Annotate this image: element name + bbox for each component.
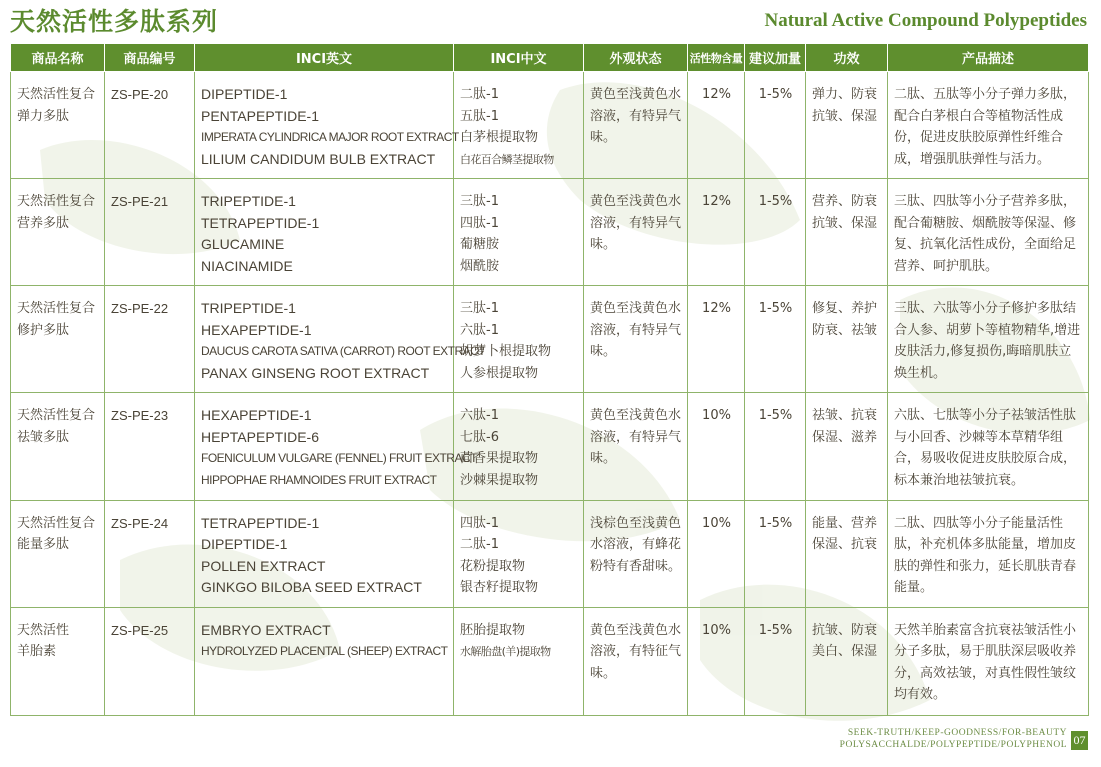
cell-active: 12%	[688, 72, 745, 179]
cell-description: 六肽、七肽等小分子祛皱活性肽与小回香、沙棘等本草精华组合，易吸收促进皮肤胶原合成，标本兼治地祛皱抗衰。	[888, 393, 1089, 500]
cell-name	[11, 500, 105, 607]
page-number: 07	[1071, 731, 1088, 750]
inci-en-line: DIPEPTIDE-1	[201, 536, 288, 553]
cell-inci-cn	[454, 72, 584, 179]
cell-description: 三肽、六肽等小分子修护多肽结合人参、胡萝卜等植物精华,增进皮肤活力,修复损伤,晦暗肌肤立焕生机。	[888, 286, 1089, 393]
cell-description: 二肽、四肽等小分子能量活性肽，补充机体多肽能量，增加皮肤的弹性和张力，延长肌肤青春能量。	[888, 500, 1089, 607]
inci-cn-line: 人参根提取物	[460, 365, 539, 381]
cell-inci-en	[195, 393, 477, 500]
inci-en-line: GLUCAMINE	[201, 236, 285, 253]
cell-efficacy: 营养、防衰抗皱、保湿	[806, 179, 888, 286]
cell-code: ZS-PE-20	[105, 72, 195, 179]
inci-en-line: IMPERATA CYLINDRICA MAJOR ROOT EXTRACT	[201, 130, 459, 144]
cell-name	[11, 286, 105, 393]
inci-cn-line: 水解胎盘(羊)提取物	[460, 645, 551, 659]
cell-appearance: 黄色至浅黄色水溶液，有特异气味。	[584, 286, 688, 393]
inci-cn-line: 五肽-1	[460, 108, 499, 124]
cell-active: 10%	[688, 393, 745, 500]
footer-line-2: POLYSACCHALDE/POLYPEPTIDE/POLYPHENOL	[839, 740, 1067, 750]
inci-en-line: EMBRYO EXTRACT	[201, 621, 331, 638]
cell-inci-en	[195, 72, 459, 179]
col-header-description: 产品描述	[888, 44, 1089, 72]
name-line: 天然活性复合	[17, 408, 96, 424]
col-header-active: 活性物含量	[688, 44, 745, 72]
inci-cn-line: 四肽-1	[460, 515, 499, 531]
cell-inci-en	[195, 607, 454, 715]
cell-appearance: 黄色至浅黄色水溶液，有特征气味。	[584, 607, 688, 715]
name-line: 羊胎素	[17, 644, 57, 660]
col-header-name: 商品名称	[11, 44, 105, 72]
cell-appearance: 黄色至浅黄色水溶液，有特异气味。	[584, 393, 688, 500]
cell-name	[11, 393, 105, 500]
cell-inci-cn	[454, 179, 584, 286]
col-header-inci-cn: INCI中文	[454, 44, 584, 72]
inci-cn-line: 胡萝卜根提取物	[460, 344, 552, 360]
name-line: 天然活性	[17, 622, 70, 638]
cell-efficacy: 弹力、防衰抗皱、保湿	[806, 72, 888, 179]
table-row	[11, 286, 1089, 393]
name-line: 天然活性复合	[17, 515, 96, 531]
page-title-en: Natural Active Compound Polypeptides	[764, 10, 1087, 31]
inci-en-line: HYDROLYZED PLACENTAL (SHEEP) EXTRACT	[201, 644, 448, 659]
inci-en-line: LILIUM CANDIDUM BULB EXTRACT	[201, 150, 436, 167]
inci-cn-line: 七肽-6	[460, 429, 499, 445]
cell-code: ZS-PE-24	[105, 500, 195, 607]
cell-dosage: 1-5%	[745, 72, 806, 179]
inci-cn-line: 茴香果提取物	[460, 451, 539, 467]
inci-en-line: HEXAPEPTIDE-1	[201, 407, 312, 424]
inci-cn-line: 烟酰胺	[460, 258, 500, 274]
table-row	[11, 393, 1089, 500]
inci-en-line: HIPPOPHAE RHAMNOIDES FRUIT EXTRACT	[201, 472, 437, 487]
name-line: 祛皱多肽	[17, 429, 70, 445]
cell-appearance: 黄色至浅黄色水溶液，有特异气味。	[584, 179, 688, 286]
cell-active: 10%	[688, 607, 745, 715]
inci-en-line: TETRAPEPTIDE-1	[201, 514, 320, 531]
cell-efficacy: 能量、营养保湿、抗衰	[806, 500, 888, 607]
inci-cn-line: 花粉提取物	[460, 558, 526, 574]
col-header-appearance: 外观状态	[584, 44, 688, 72]
cell-name	[11, 179, 105, 286]
name-line: 天然活性复合	[17, 87, 96, 102]
table-row	[11, 500, 1089, 607]
table-row	[11, 607, 1089, 715]
inci-en-line: TETRAPEPTIDE-1	[201, 214, 320, 231]
inci-cn-line: 二肽-1	[460, 87, 499, 102]
cell-dosage: 1-5%	[745, 393, 806, 500]
inci-cn-line: 六肽-1	[460, 322, 499, 338]
cell-code: ZS-PE-23	[105, 393, 195, 500]
inci-en-line: PANAX GINSENG ROOT EXTRACT	[201, 364, 430, 381]
cell-code: ZS-PE-25	[105, 607, 195, 715]
table-row	[11, 72, 1089, 179]
product-table	[10, 43, 1089, 716]
cell-name	[11, 72, 105, 179]
page-title-cn: 天然活性多肽系列	[10, 7, 219, 36]
inci-en-line: TRIPEPTIDE-1	[201, 300, 296, 317]
name-line: 弹力多肽	[17, 108, 70, 124]
cell-appearance: 黄色至浅黄色水溶液，有特异气味。	[584, 72, 688, 179]
cell-inci-en	[195, 500, 454, 607]
inci-cn-line: 银杏籽提取物	[460, 580, 539, 596]
cell-code: ZS-PE-22	[105, 286, 195, 393]
name-line: 营养多肽	[17, 215, 70, 231]
cell-inci-cn	[454, 500, 584, 607]
cell-description: 二肽、五肽等小分子弹力多肽，配合白茅根白合等植物活性成份，促进皮肤胶原弹性纤维合成，增强肌肤弹性与活力。	[888, 72, 1089, 179]
cell-code: ZS-PE-21	[105, 179, 195, 286]
inci-en-line: DIPEPTIDE-1	[201, 86, 288, 102]
cell-active: 10%	[688, 500, 745, 607]
name-line: 天然活性复合	[17, 301, 96, 317]
cell-dosage: 1-5%	[745, 607, 806, 715]
cell-inci-cn	[454, 393, 584, 500]
cell-efficacy: 祛皱、抗衰保湿、滋养	[806, 393, 888, 500]
cell-name	[11, 607, 105, 715]
cell-dosage: 1-5%	[745, 500, 806, 607]
inci-cn-line: 三肽-1	[460, 301, 499, 317]
name-line: 修护多肽	[17, 322, 70, 338]
table-row	[11, 179, 1089, 286]
inci-en-line: DAUCUS CAROTA SATIVA (CARROT) ROOT EXTRACT	[201, 344, 486, 359]
cell-description: 三肽、四肽等小分子营养多肽，配合葡糖胺、烟酰胺等保湿、修复、抗氧化活性成份，全面给足营养、呵护肌肤。	[888, 179, 1089, 286]
cell-dosage: 1-5%	[745, 179, 806, 286]
inci-cn-line: 四肽-1	[460, 215, 499, 231]
inci-cn-line: 三肽-1	[460, 194, 499, 210]
inci-en-line: NIACINAMIDE	[201, 257, 293, 274]
inci-cn-line: 白茅根提取物	[460, 130, 539, 145]
cell-active: 12%	[688, 179, 745, 286]
inci-en-line: PENTAPEPTIDE-1	[201, 107, 319, 124]
cell-inci-cn	[454, 286, 584, 393]
cell-appearance: 浅棕色至浅黄色水溶液，有蜂花粉特有香甜味。	[584, 500, 688, 607]
col-header-code: 商品编号	[105, 44, 195, 72]
cell-inci-en	[195, 179, 454, 286]
footer-slogan	[840, 727, 1067, 751]
col-header-inci-en: INCI英文	[195, 44, 454, 72]
inci-en-line: POLLEN EXTRACT	[201, 557, 326, 574]
cell-efficacy: 抗皱、防衰美白、保湿	[806, 607, 888, 715]
cell-active: 12%	[688, 286, 745, 393]
cell-dosage: 1-5%	[745, 286, 806, 393]
inci-cn-line: 二肽-1	[460, 537, 499, 553]
inci-en-line: GINKGO BILOBA SEED EXTRACT	[201, 579, 422, 596]
cell-inci-cn	[454, 607, 584, 715]
col-header-dosage: 建议加量	[745, 44, 806, 72]
inci-cn-line: 白花百合鳞茎提取物	[460, 152, 554, 166]
inci-cn-line: 葡糖胺	[460, 237, 500, 253]
col-header-efficacy: 功效	[806, 44, 888, 72]
name-line: 天然活性复合	[17, 194, 96, 210]
cell-description: 天然羊胎素富含抗衰祛皱活性小分子多肽，易于肌肤深层吸收养分，高效祛皱，对真性假性皱纹均有效。	[888, 607, 1089, 715]
footer-line-1: SEEK-TRUTH/KEEP-GOODNESS/FOR-BEAUTY	[847, 728, 1067, 738]
inci-cn-line: 胚胎提取物	[460, 622, 526, 638]
inci-en-line: HEXAPEPTIDE-1	[201, 321, 312, 338]
inci-en-line: TRIPEPTIDE-1	[201, 193, 296, 210]
name-line: 能量多肽	[17, 537, 70, 553]
inci-en-line: HEPTAPEPTIDE-6	[201, 428, 319, 445]
table-header-row	[11, 44, 1089, 72]
inci-en-line: FOENICULUM VULGARE (FENNEL) FRUIT EXTRACT	[201, 451, 477, 466]
cell-efficacy: 修复、养护防衰、祛皱	[806, 286, 888, 393]
inci-cn-line: 沙棘果提取物	[460, 472, 539, 488]
inci-cn-line: 六肽-1	[460, 408, 499, 424]
